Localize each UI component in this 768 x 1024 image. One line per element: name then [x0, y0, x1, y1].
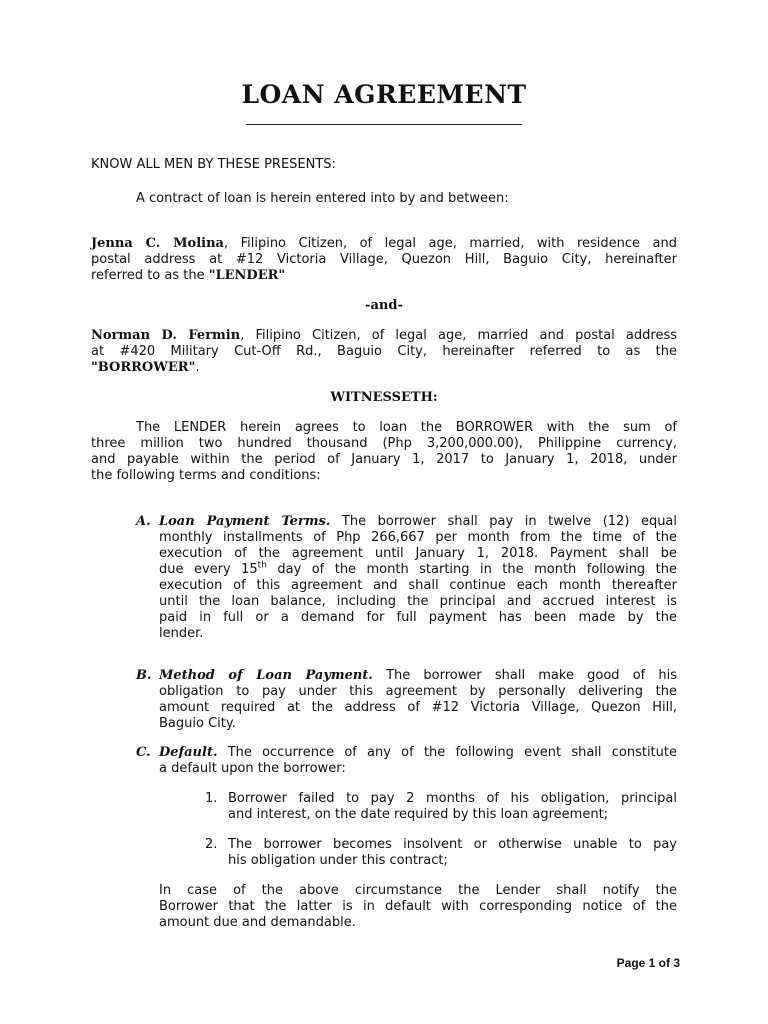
item-c-default: Default. The occurrence of any of the following event shall constitute a default upon the borrower: — [159, 745, 677, 776]
lender-paragraph: Jenna C. Molina, Filipino Citizen, of legal age, married, with residence and postal address at #12 Victoria Village, Quezon Hill, Baguio City, hereinafter referred to as the "LENDER" — [91, 236, 677, 283]
borrower-paragraph: Norman D. Fermin, Filipino Citizen, of legal age, married and postal address at #420 Military Cut-Off Rd., Baguio City, hereinafter referred to as the "BORROWER". — [91, 328, 677, 375]
borrower-name: Norman D. Fermin — [91, 328, 241, 343]
item-b-title: Method of Loan Payment. — [159, 668, 373, 683]
witnesseth-paragraph: The LENDER herein agrees to loan the BORROWER with the sum of three million two hundred thousand (Php 3,200,000.00), Philippine currency, and payable within the period of January 1, 2017 to January 1, 2018, under the following terms and conditions: — [91, 420, 677, 483]
lender-label: "LENDER" — [208, 268, 286, 283]
and-separator: -and- — [365, 298, 403, 313]
document-title: LOAN AGREEMENT — [241, 80, 527, 109]
item-b-letter: B. — [136, 668, 152, 683]
item-a-letter: A. — [136, 514, 151, 529]
item-a-loan-payment-terms: Loan Payment Terms. The borrower shall pay in twelve (12) equal monthly installments of Php 266,667 per month from the time of the execution of the agreement until January 1, 2018. Payment shall be due every 15th day of the month starting in the month following the execution of this agreement and shall continue each month thereafter until the loan balance, including the principal and accrued interest is paid in full or a demand for full payment has been made by the lender. — [159, 514, 678, 641]
default-item-2: The borrower becomes insolvent or otherwise unable to pay his obligation under this contract; — [228, 837, 677, 868]
lender-name: Jenna C. Molina — [91, 236, 224, 251]
default-item-1-number: 1. — [205, 791, 218, 806]
know-all-heading: KNOW ALL MEN BY THESE PRESENTS: — [91, 157, 336, 172]
item-b-method-of-payment: Method of Loan Payment. The borrower shall make good of his obligation to pay under this agreement by personally delivering the amount required at the address of #12 Victoria Village, Quezon Hill, Baguio City. — [159, 668, 678, 731]
item-c-letter: C. — [136, 745, 151, 760]
default-item-2-number: 2. — [205, 837, 218, 852]
item-c-title: Default. — [159, 745, 218, 760]
page-number: Page 1 of 3 — [616, 956, 680, 970]
item-a-title: Loan Payment Terms. — [159, 514, 331, 529]
default-item-1: Borrower failed to pay 2 months of his obligation, principal and interest, on the date required by this loan agreement; — [228, 791, 677, 822]
witnesseth-heading: WITNESSETH: — [330, 390, 438, 405]
title-underline — [246, 124, 522, 125]
intro-paragraph: A contract of loan is herein entered into by and between: — [136, 191, 509, 206]
default-notice-paragraph: In case of the above circumstance the Lender shall notify the Borrower that the latter is in default with corresponding notice of the amount due and demandable. — [159, 883, 677, 930]
borrower-label: "BORROWER" — [91, 360, 196, 375]
